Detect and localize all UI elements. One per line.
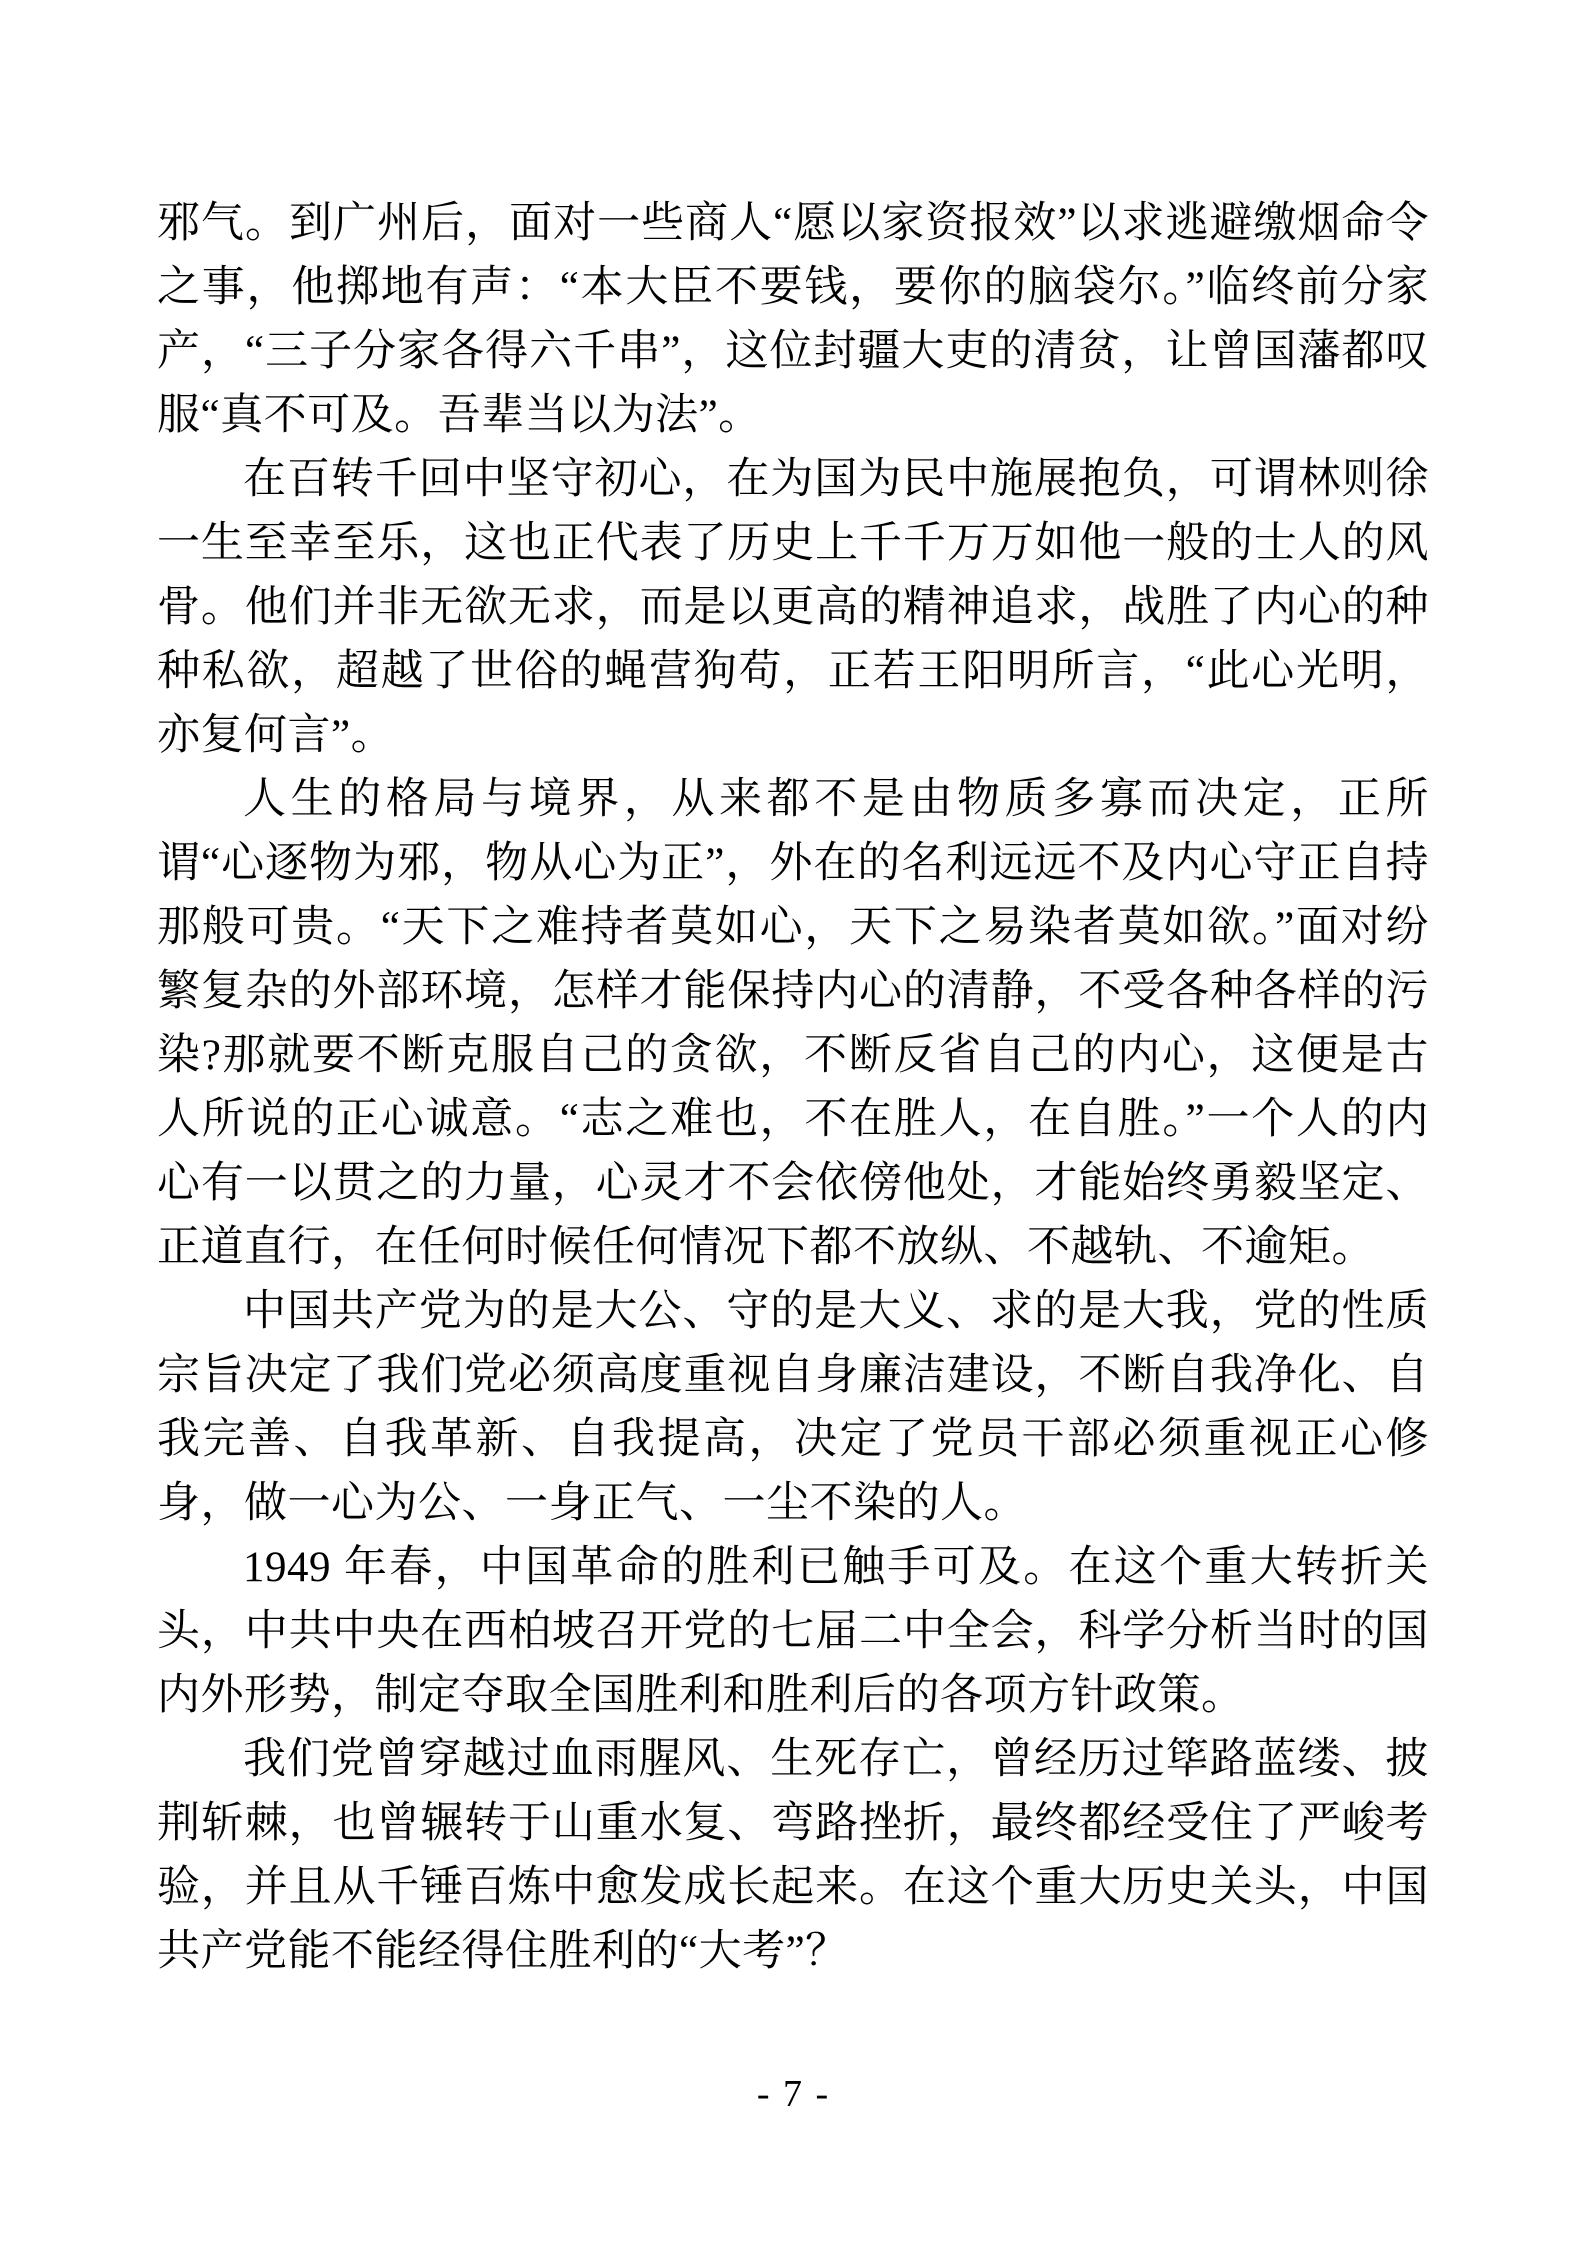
document-body <box>157 192 1429 1984</box>
page-number: - 7 - <box>756 2073 831 2115</box>
paragraph-1: 邪气。到广州后，面对一些商人“愿以家资报效”以求逃避缴烟命令之事，他掷地有声：“本大臣不要钱，要你的脑袋尔。”临终前分家产，“三子分家各得六千串”，这位封疆大吏的清贫，让曾国藩都叹服“真不可及。吾辈当以为法”。 <box>157 200 1429 439</box>
paragraph-5: 1949 年春，中国革命的胜利已触手可及。在这个重大转折关头，中共中央在西柏坡召开党的七届二中全会，科学分析当时的国内外形势，制定夺取全国胜利和胜利后的各项方针政策。 <box>157 1544 1429 1719</box>
paragraph-6: 我们党曾穿越过血雨腥风、生死存亡，曾经历过筚路蓝缕、披荆斩棘，也曾辗转于山重水复、弯路挫折，最终都经受住了严峻考验，并且从千锤百炼中愈发成长起来。在这个重大历史关头，中国共产党能不能经得住胜利的“大考”？ <box>157 1736 1429 1975</box>
paragraph-2: 在百转千回中坚守初心，在为国为民中施展抱负，可谓林则徐一生至幸至乐，这也正代表了历史上千千万万如他一般的士人的风骨。他们并非无欲无求，而是以更高的精神追求，战胜了内心的种种私欲，超越了世俗的蝇营狗苟，正若王阳明所言，“此心光明，亦复何言”。 <box>157 456 1429 759</box>
paragraph-3: 人生的格局与境界，从来都不是由物质多寡而决定，正所谓“心逐物为邪，物从心为正”，外在的名利远远不及内心守正自持那般可贵。“天下之难持者莫如心，天下之易染者莫如欲。”面对纷繁复杂的外部环境，怎样才能保持内心的清静，不受各种各样的污染?那就要不断克服自己的贪欲，不断反省自己的内心，这便是古人所说的正心诚意。“志之难也，不在胜人，在自胜。”一个人的内心有一以贯之的力量，心灵才不会依傍他处，才能始终勇毅坚定、正道直行，在任何时候任何情况下都不放纵、不越轨、不逾矩。 <box>157 776 1429 1271</box>
paragraph-4: 中国共产党为的是大公、守的是大义、求的是大我，党的性质宗旨决定了我们党必须高度重视自身廉洁建设，不断自我净化、自我完善、自我革新、自我提高，决定了党员干部必须重视正心修身，做一心为公、一身正气、一尘不染的人。 <box>157 1288 1429 1527</box>
